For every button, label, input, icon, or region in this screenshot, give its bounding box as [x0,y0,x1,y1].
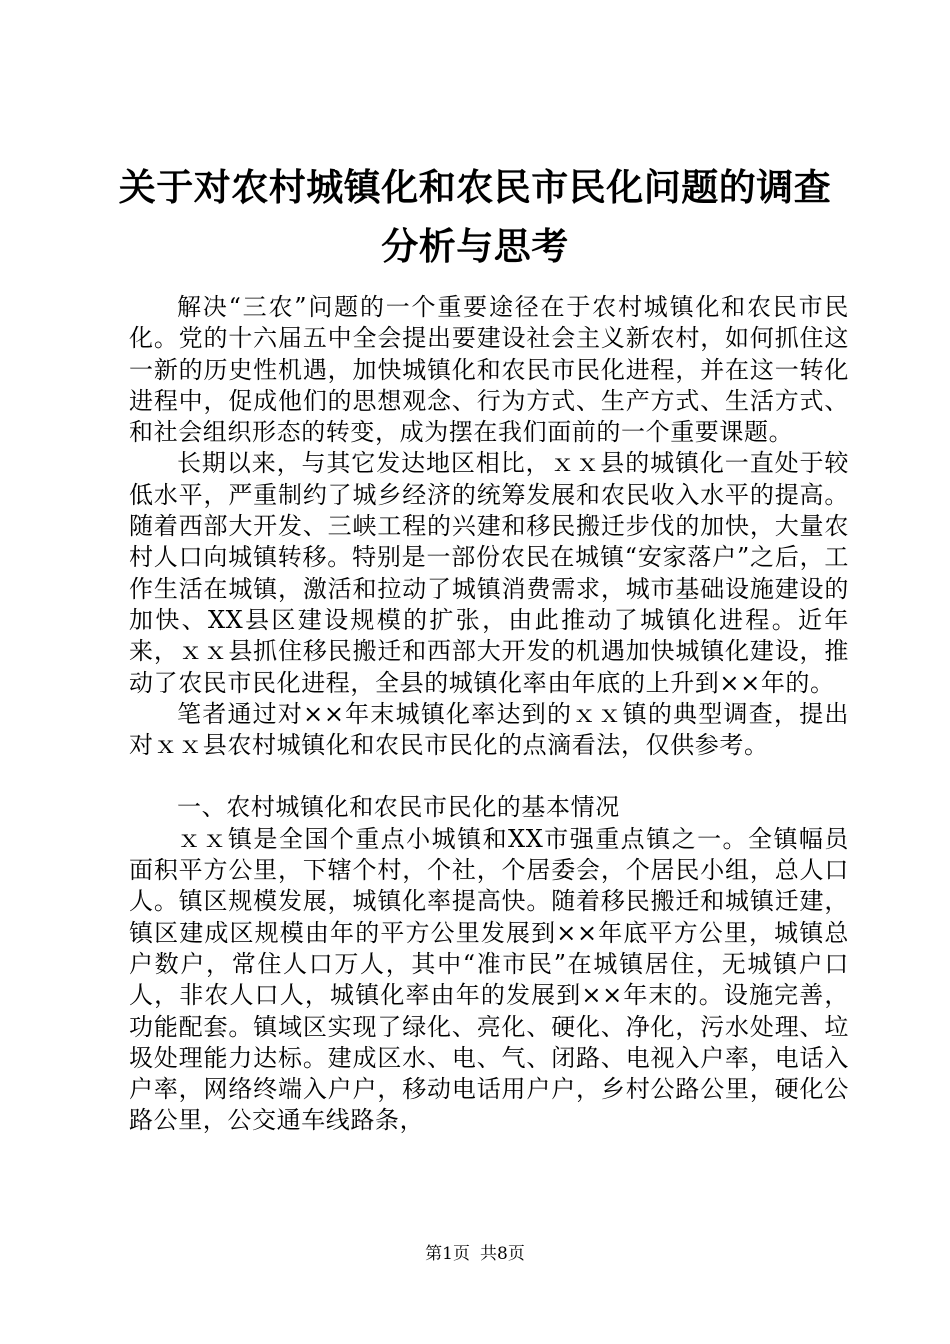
document-body [129,292,849,1137]
paragraph-town-overview: ｘｘ镇是全国个重点小城镇和XX市强重点镇之一。全镇幅员面积平方公里，下辖个村，个社，个居委会，个居民小组，总人口人。镇区规模发展，城镇化率提高快。随着移民搬迁和城镇迁建，镇区建成区规模由年的平方公里发展到××年底平方公里，城镇总户数户，常住人口万人，其中“准市民”在城镇居住，无城镇户口人，非农人口人，城镇化率由年的发展到××年末的。设施完善，功能配套。镇域区实现了绿化、亮化、硬化、净化，污水处理、垃圾处理能力达标。建成区水、电、气、闭路、电视入户率，电话入户率，网络终端入户户，移动电话用户户，乡村公路公里，硬化公路公里，公交通车线路条， [129,824,849,1135]
document-title: 关于对农村城镇化和农民市民化问题的调查分析与思考 [118,166,832,268]
paragraph-intro: 解决“三农”问题的一个重要途径在于农村城镇化和农民市民化。党的十六届五中全会提出要建设社会主义新农村，如何抓住这一新的历史性机遇，加快城镇化和农民市民化进程，并在这一转化进程中，促成他们的思想观念、行为方式、生产方式、生活方式、和社会组织形态的转变，成为摆在我们面前的一个重要课题。 [129,293,849,447]
section-heading: 一、农村城镇化和农民市民化的基本情况 [177,793,620,822]
paragraph-blank [129,761,849,792]
page-number: 第1页 [425,1244,470,1264]
paragraph-background: 长期以来，与其它发达地区相比，ｘｘ县的城镇化一直处于较低水平，严重制约了城乡经济的统筹发展和农民收入水平的提高。随着西部大开发、三峡工程的兴建和移民搬迁步伐的加快，大量农村人口向城镇转移。特别是一部份农民在城镇“安家落户”之后，工作生活在城镇，激活和拉动了城镇消费需求，城市基础设施建设的加快、XX县区建设规模的扩张，由此推动了城镇化进程。近年来，ｘｘ县抓住移民搬迁和西部大开发的机遇加快城镇化建设，推动了农民市民化进程，全县的城镇化率由年底的上升到××年的。 [129,449,849,697]
page-footer [0,1244,950,1264]
page-total: 共8页 [480,1244,525,1264]
paragraph-purpose: 笔者通过对××年末城镇化率达到的ｘｘ镇的典型调查，提出对ｘｘ县农村城镇化和农民市民化的点滴看法，仅供参考。 [129,699,849,760]
